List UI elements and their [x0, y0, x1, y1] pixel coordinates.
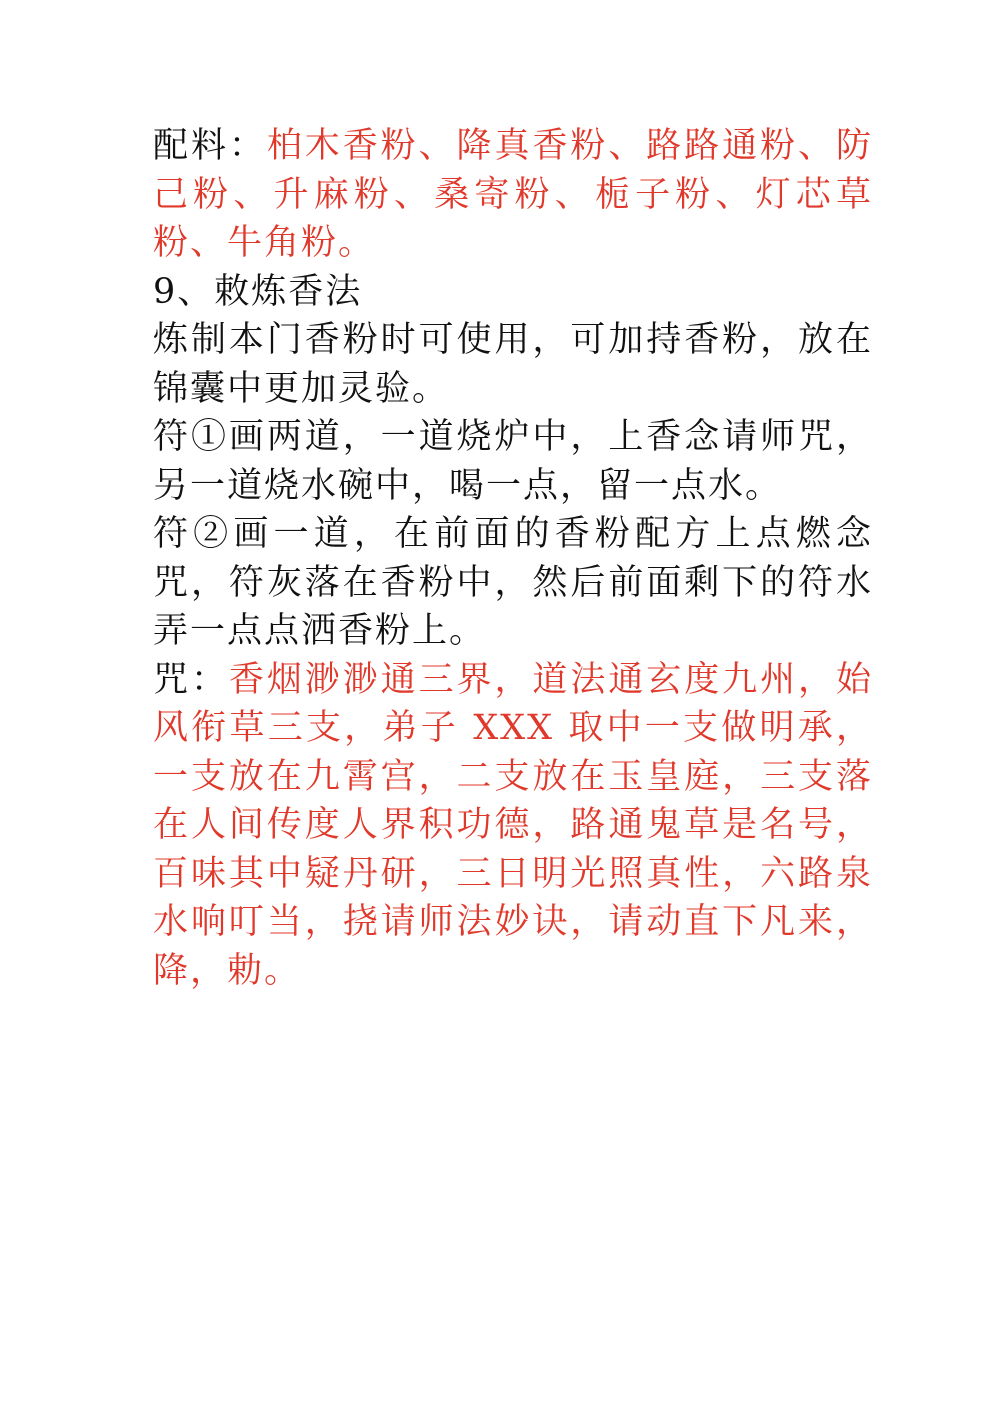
talisman-2-paragraph: 符②画一道，在前面的香粉配方上点燃念咒，符灰落在香粉中，然后前面剩下的符水弄一点点洒香粉上。 — [153, 514, 873, 651]
intro-paragraph: 炼制本门香粉时可使用，可加持香粉，放在锦囊中更加灵验。 — [153, 320, 873, 409]
incantation-text: 香烟渺渺通三界，道法通玄度九州，始风衔草三支，弟子 XXX 取中一支做明承，一支放在九霄宫，二支放在玉皇庭，三支落在人间传度人界积功德，路通鬼草是名号，百味其中疑丹研，三日明光照真性，六路泉水响叮当，挠请师法妙诀，请动直下凡来，降，勅。 — [153, 659, 873, 991]
document-body — [153, 122, 873, 995]
section-heading: 9、敕炼香法 — [153, 271, 363, 312]
incantation-label: 咒： — [153, 659, 229, 700]
ingredients-list: 柏木香粉、降真香粉、路路通粉、防己粉、升麻粉、桑寄粉、栀子粉、灯芯草粉、牛角粉。 — [153, 126, 873, 263]
ingredients-label: 配料： — [153, 126, 267, 166]
talisman-1-paragraph: 符①画两道，一道烧炉中，上香念请师咒，另一道烧水碗中，喝一点，留一点水。 — [153, 417, 873, 506]
ingredients-paragraph — [153, 122, 873, 268]
incantation-paragraph — [153, 656, 873, 996]
